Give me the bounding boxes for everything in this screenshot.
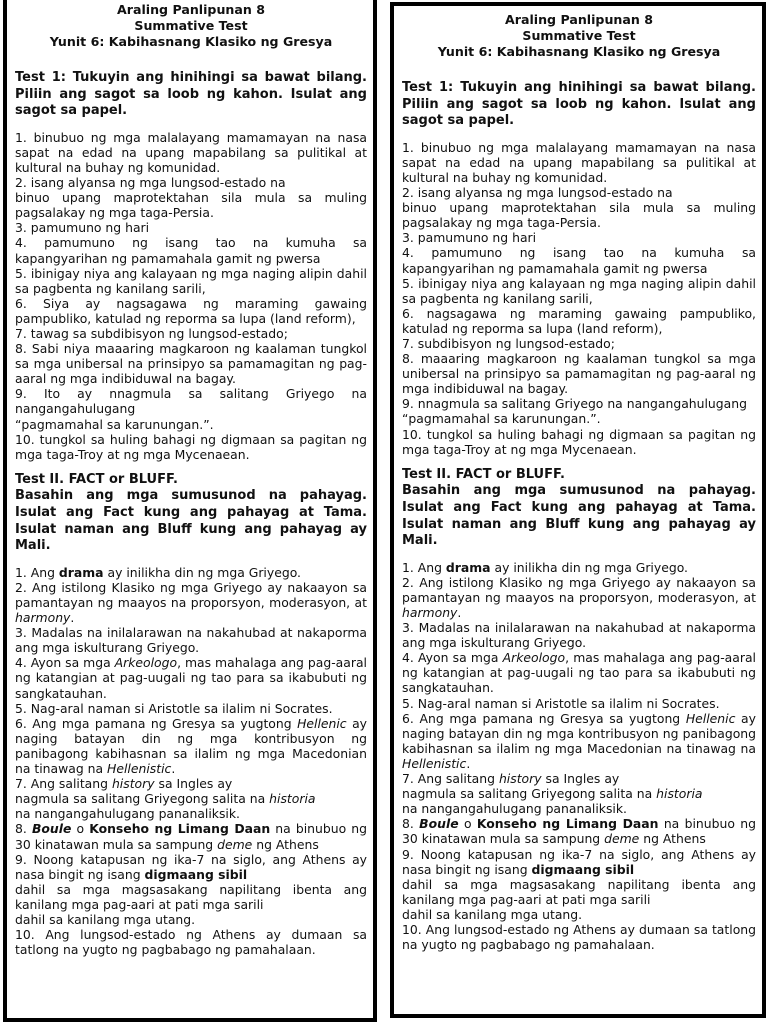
t2-item-6: 6. Ang mga pamana ng Gresya sa yugtong Hellenic ay naging batayan din ng mga kontribusyon ng panibagong kabihasnan sa ilalim ng mga Macedonian na tinawag na Hellenistic.	[402, 710, 756, 771]
t2-item-9b: dahil sa mga magsasakang napilitang ibenta ang kanilang mga pag-aari at pati mga sarili	[402, 876, 756, 907]
t2-item-3: 3. Madalas na inilalarawan na nakahubad at nakaporma ang mga iskulturang Griyego.	[15, 625, 367, 656]
t2-item-4: 4. Ayon sa mga Arkeologo, mas mahalaga ang pag-aaral ng katangian at pag-uugali ng tao para sa ikabubuti ng sangkatauhan.	[15, 655, 367, 701]
t2-item-7a: 7. Ang salitang history sa Ingles ay	[15, 776, 233, 792]
t1-item-10: 10. tungkol sa huling bahagi ng digmaan sa pagitan ng mga taga-Troy at ng mga Mycenaean.	[402, 426, 756, 457]
t2-item-2: 2. Ang istilong Klasiko ng mga Griyego ay nakaayon sa pamantayan ng maayos na proporsyon, moderasyon, at harmony.	[15, 579, 367, 626]
t1-item-2b: binuo upang maprotektahan sila mula sa muling pagsalakay ng mga taga-Persia.	[15, 190, 367, 221]
t1-item-3: 3. pamumuno ng hari	[402, 230, 537, 246]
test2-instructions: Basahin ang mga sumusunod na pahayag. Isulat ang Fact kung ang pahayag at Tama. Isulat naman ang Bluff kung ang pahayag ay Mali.	[15, 488, 367, 554]
t2-item-10: 10. Ang lungsod-estado ng Athens ay dumaan sa tatlong na yugto ng pagbabago ng pamahalaan.	[402, 921, 756, 953]
test2-instructions: Basahin ang mga sumusunod na pahayag. Isulat ang Fact kung ang pahayag at Tama. Isulat naman ang Bluff kung ang pahayag ay Mali.	[402, 483, 756, 549]
t2-item-8: 8. Boule o Konseho ng Limang Daan na binubuo ng 30 kinatawan mula sa sampung deme ng Athens	[15, 821, 367, 852]
test-type-title: Summative Test	[134, 18, 248, 33]
t2-item-5: 5. Nag-aral naman si Aristotle sa ilalim ni Socrates.	[402, 695, 720, 711]
t1-item-7: 7. tawag sa subdibisyon ng lungsod-estado;	[15, 326, 288, 341]
t2-item-9c: dahil sa kanilang mga utang.	[402, 906, 583, 922]
t2-item-4: 4. Ayon sa mga Arkeologo, mas mahalaga ang pag-aaral ng katangian at pag-uugali ng tao para sa ikabubuti ng sangkatauhan.	[402, 650, 756, 696]
subject-title: Araling Panlipunan 8	[504, 12, 653, 27]
t1-item-5: 5. ibinigay niya ang kalayaan ng mga naging alipin dahil sa pagbenta ng kanilang sarili,	[15, 265, 367, 296]
test2-title: Test II. FACT or BLUFF.	[15, 471, 178, 487]
t2-item-9a: 9. Noong katapusan ng ika-7 na siglo, ang Athens ay nasa bingit ng isang digmaang sibil	[402, 846, 756, 877]
t1-item-8: 8. maaaring magkaroon ng kaalaman tungkol sa mga unibersal na prinsipyo sa pamamagitan ng pag-aaral ng mga indibiduwal na bagay.	[402, 351, 756, 397]
t2-item-1: 1. Ang drama ay inilikha din ng mga Griyego.	[15, 564, 302, 580]
t2-item-7c: na nangangahulugang pananaliksik.	[15, 806, 240, 822]
unit-title: Yunit 6: Kabihasnang Klasiko ng Gresya	[49, 34, 333, 49]
t1-item-2a: 2. isang alyansa ng mga lungsod-estado na	[15, 175, 286, 191]
t1-item-2a: 2. isang alyansa ng mga lungsod-estado na	[402, 185, 673, 201]
t1-item-4: 4. pamumuno ng isang tao na kumuha sa kapangyarihan ng pamamahala gamit ng pwersa	[402, 245, 756, 276]
t2-item-7b: nagmula sa salitang Griyegong salita na historia	[402, 786, 703, 802]
t1-item-6: 6. nagsagawa ng maraming gawaing pampubliko, katulad ng reporma sa lupa (land reform),	[402, 305, 756, 336]
t1-item-4: 4. pamumuno ng isang tao na kumuha sa kapangyarihan ng pamamahala gamit ng pwersa	[15, 235, 367, 266]
t1-item-1: 1. binubuo ng mga malalayang mamamayan na nasa sapat na edad na upang mapabilang sa pulitikal at kultural na buhay ng komunidad.	[402, 139, 756, 185]
t1-item-2b: binuo upang maprotektahan sila mula sa muling pagsalakay ng mga taga-Persia.	[402, 200, 756, 231]
t2-item-5: 5. Nag-aral naman si Aristotle sa ilalim ni Socrates.	[15, 700, 333, 716]
t1-item-9b: “pagmamahal sa karunungan.”.	[15, 416, 214, 432]
t2-item-9a: 9. Noong katapusan ng ika-7 na siglo, ang Athens ay nasa bingit ng isang digmaang sibil	[15, 851, 367, 882]
subject-title: Araling Panlipunan 8	[116, 2, 265, 17]
t1-item-9a: 9. Ito ay nnagmula sa salitang Griyego na nangangahulugang	[15, 386, 367, 417]
t2-item-3: 3. Madalas na inilalarawan na nakahubad at nakaporma ang mga iskulturang Griyego.	[402, 620, 756, 651]
t2-item-9b: dahil sa mga magsasakang napilitang ibenta ang kanilang mga pag-aari at pati mga sarili	[15, 881, 367, 912]
t2-item-9c: dahil sa kanilang mga utang.	[15, 911, 196, 927]
t2-item-2: 2. Ang istilong Klasiko ng mga Griyego ay nakaayon sa pamantayan ng maayos na proporsyon, moderasyon, at harmony.	[402, 574, 756, 620]
unit-title: Yunit 6: Kabihasnang Klasiko ng Gresya	[437, 44, 721, 59]
t1-item-1: 1. binubuo ng mga malalayang mamamayan na nasa sapat na edad na upang mapabilang sa pulitikal at kultural na buhay ng komunidad.	[15, 129, 367, 175]
test2-title: Test II. FACT or BLUFF.	[402, 466, 565, 482]
t2-item-7b: nagmula sa salitang Griyegong salita na historia	[15, 791, 316, 807]
test1-heading: Test 1: Tukuyin ang hinihingi sa bawat bilang. Piliin ang sagot sa loob ng kahon. Isulat ang sagot sa papel.	[15, 70, 367, 119]
test-type-title: Summative Test	[522, 28, 636, 43]
t2-item-8: 8. Boule o Konseho ng Limang Daan na binubuo ng 30 kinatawan mula sa sampung deme ng Athens	[402, 816, 756, 847]
t2-item-7c: na nangangahulugang pananaliksik.	[402, 801, 627, 817]
t1-item-7: 7. subdibisyon ng lungsod-estado;	[402, 336, 615, 351]
t1-item-9a: 9. nnagmula sa salitang Griyego na nangangahulugang	[402, 396, 747, 412]
t1-item-6: 6. Siya ay nagsagawa ng maraming gawaing pampubliko, katulad ng reporma sa lupa (land reform),	[15, 295, 367, 326]
test1-heading: Test 1: Tukuyin ang hinihingi sa bawat bilang. Piliin ang sagot sa loob ng kahon. Isulat ang sagot sa papel.	[402, 80, 756, 129]
t2-item-10: 10. Ang lungsod-estado ng Athens ay dumaan sa tatlong na yugto ng pagbabago ng pamahalaan.	[15, 927, 367, 958]
test-sheet-left	[3, 0, 377, 1022]
t2-item-6: 6. Ang mga pamana ng Gresya sa yugtong Hellenic ay naging batayan din ng mga kontribusyon ng panibagong kabihasnan sa ilalim ng mga Macedonian na tinawag na Hellenistic.	[15, 715, 367, 777]
t1-item-5: 5. ibinigay niya ang kalayaan ng mga naging alipin dahil sa pagbenta ng kanilang sarili,	[402, 275, 756, 306]
t1-item-3: 3. pamumuno ng hari	[15, 220, 150, 236]
t1-item-9b: “pagmamahal sa karunungan.”.	[402, 411, 601, 427]
t1-item-8: 8. Sabi niya maaaring magkaroon ng kaalaman tungkol sa mga unibersal na prinsipyo sa pamamagitan ng pag-aaral ng mga indibiduwal na bagay.	[15, 341, 367, 387]
test-sheet-right	[390, 2, 766, 1018]
t2-item-1: 1. Ang drama ay inilikha din ng mga Griyego.	[402, 559, 689, 575]
t1-item-10: 10. tungkol sa huling bahagi ng digmaan sa pagitan ng mga taga-Troy at ng mga Mycenaean.	[15, 431, 367, 462]
t2-item-7a: 7. Ang salitang history sa Ingles ay	[402, 771, 620, 787]
